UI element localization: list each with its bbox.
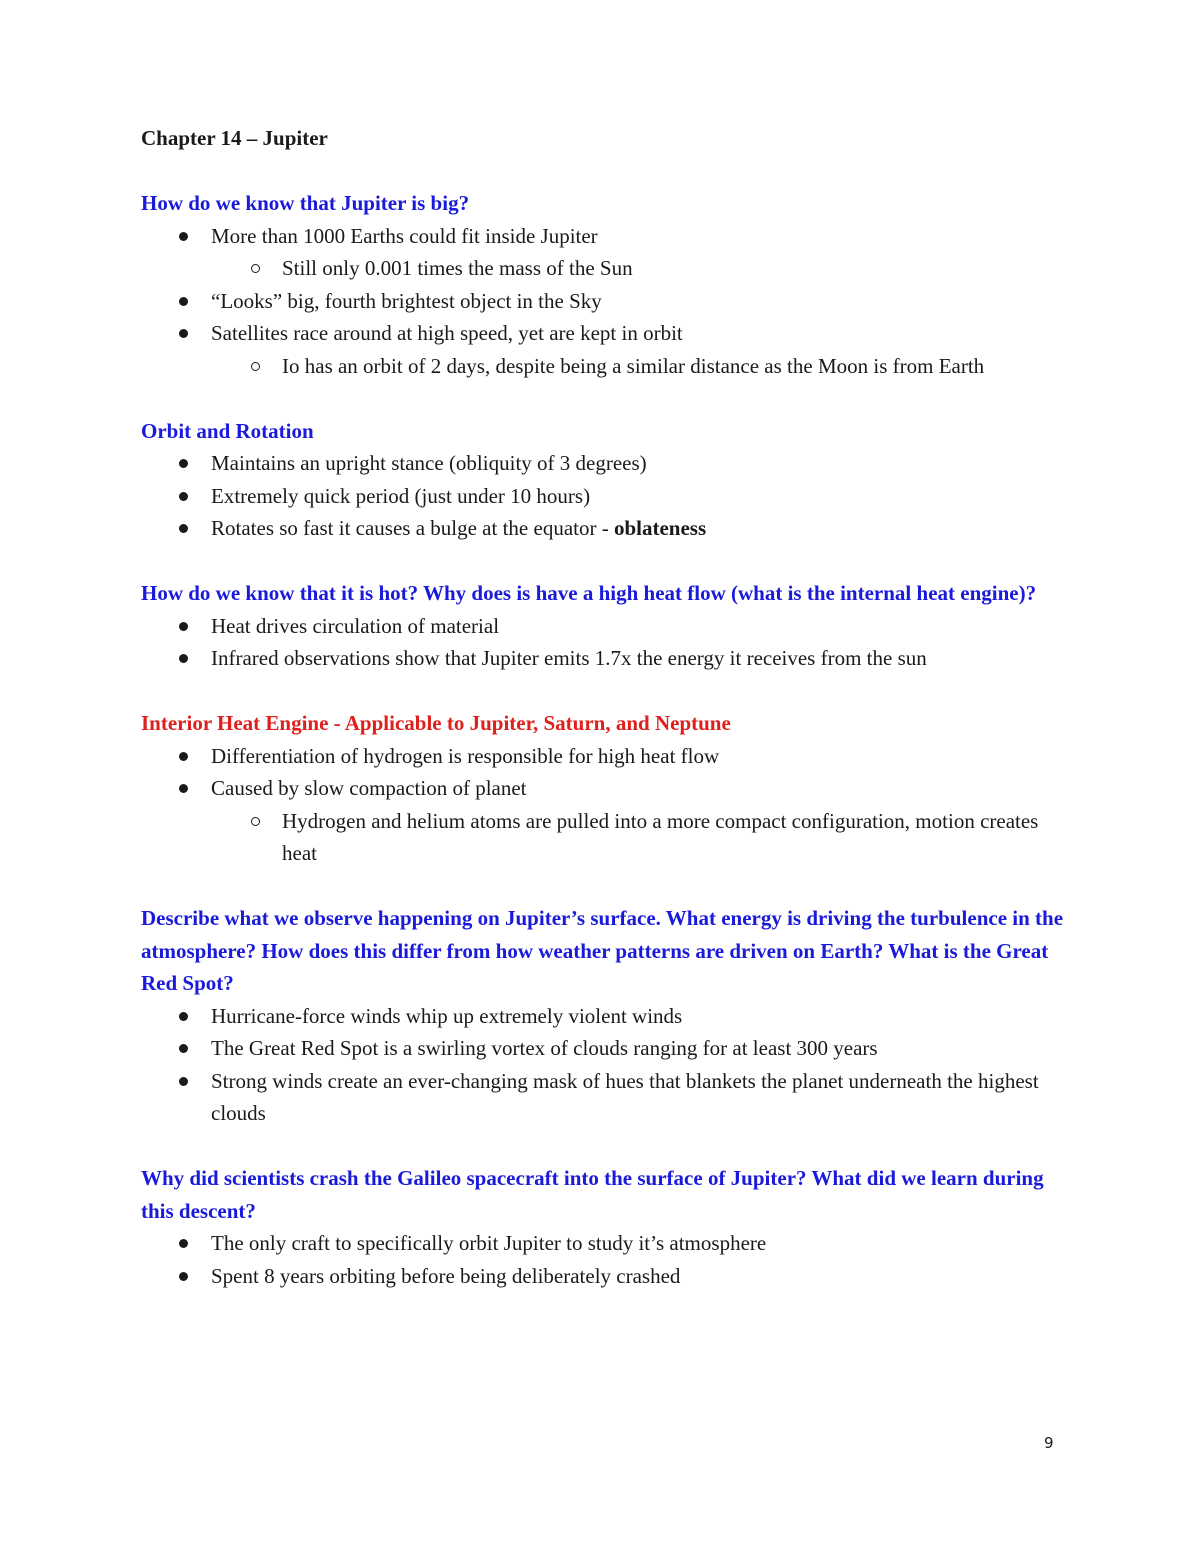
- list-item-text: Extremely quick period (just under 10 hours): [211, 483, 591, 508]
- sub-list-item: [141, 252, 1071, 285]
- list-item: [141, 480, 1071, 513]
- section-galileo: [141, 1162, 1071, 1292]
- section-interior-heat-engine: [141, 707, 1071, 870]
- section-orbit-rotation: [141, 415, 1071, 545]
- list-item-text: Hurricane-force winds whip up extremely violent winds: [211, 1003, 683, 1028]
- section-heading: Interior Heat Engine - Applicable to Jupiter, Saturn, and Neptune: [141, 711, 731, 735]
- section-jupiter-size: [141, 187, 1071, 382]
- list-item: [141, 285, 1071, 318]
- list-item-text: Satellites race around at high speed, yet are kept in orbit: [211, 321, 683, 345]
- list-item: [141, 642, 1071, 675]
- sub-list-item-text: Io has an orbit of 2 days, despite being a similar distance as the Moon is from Earth: [282, 353, 985, 378]
- section-heading: How do we know that it is hot? Why does is have a high heat flow (what is the internal heat engine)?: [141, 581, 1037, 605]
- list-item: [141, 772, 1071, 870]
- list-item: [141, 317, 1071, 382]
- sub-list-item-text: Hydrogen and helium atoms are pulled into a more compact configuration, motion creates heat: [282, 808, 1039, 865]
- list-item: [141, 1260, 1071, 1293]
- bold-term: oblateness: [613, 516, 707, 540]
- hollow-bullet-icon: [251, 817, 260, 826]
- bullet-icon: [179, 329, 188, 338]
- list-item: [141, 740, 1071, 773]
- bullet-icon: [179, 1272, 188, 1281]
- sub-list-item-text: Still only 0.001 times the mass of the Sun: [282, 256, 633, 280]
- list-item-text: Differentiation of hydrogen is responsible for high heat flow: [211, 743, 720, 768]
- bullet-icon: [179, 232, 188, 241]
- sub-list-item: [141, 805, 1071, 870]
- bullet-icon: [179, 297, 188, 306]
- section-heat: [141, 577, 1071, 675]
- hollow-bullet-icon: [251, 362, 260, 371]
- list-item: [141, 512, 1071, 545]
- list-item-text: Rotates so fast it causes a bulge at the equator -: [211, 516, 614, 540]
- section-heading: Orbit and Rotation: [141, 418, 314, 443]
- bullet-icon: [179, 459, 188, 468]
- section-heading: How do we know that Jupiter is big?: [141, 191, 470, 215]
- bullet-icon: [179, 654, 188, 663]
- section-heading: Describe what we observe happening on Jupiter’s surface. What energy is driving the turbulence in the atmosphere? How does this differ from how weather patterns are driven on Earth? What is the Great Red Spot?: [141, 906, 1064, 995]
- list-item: [141, 1065, 1071, 1130]
- bullet-icon: [179, 622, 188, 631]
- list-item: [141, 610, 1071, 643]
- bullet-icon: [179, 492, 188, 501]
- sub-list-item: [141, 350, 1071, 383]
- list-item: [141, 1032, 1071, 1065]
- list-item-text: Heat drives circulation of material: [211, 613, 500, 638]
- list-item-text: The only craft to specifically orbit Jupiter to study it’s atmosphere: [211, 1231, 767, 1255]
- list-item-text: Strong winds create an ever-changing mask of hues that blankets the planet underneath the highest clouds: [211, 1068, 1039, 1125]
- bullet-icon: [179, 784, 188, 793]
- list-item-text: Spent 8 years orbiting before being deliberately crashed: [211, 1263, 681, 1288]
- page-number: 9: [1044, 1434, 1054, 1452]
- list-item: [141, 1000, 1071, 1033]
- section-heading: Why did scientists crash the Galileo spacecraft into the surface of Jupiter? What did we learn during this descent?: [141, 1166, 1044, 1223]
- bullet-icon: [179, 752, 188, 761]
- list-item: [141, 447, 1071, 480]
- bullet-icon: [179, 1077, 188, 1086]
- list-item: [141, 1227, 1071, 1260]
- chapter-title: Chapter 14 – Jupiter: [141, 126, 328, 150]
- list-item-text: “Looks” big, fourth brightest object in the Sky: [211, 288, 602, 313]
- list-item-text: Maintains an upright stance (obliquity of 3 degrees): [211, 451, 647, 475]
- hollow-bullet-icon: [251, 264, 260, 273]
- bullet-icon: [179, 1044, 188, 1053]
- list-item: [141, 220, 1071, 285]
- list-item-text: More than 1000 Earths could fit inside Jupiter: [211, 223, 598, 248]
- bullet-icon: [179, 1239, 188, 1248]
- section-surface-weather: [141, 902, 1071, 1130]
- page-content: [141, 122, 1071, 1325]
- list-item-text: The Great Red Spot is a swirling vortex of clouds ranging for at least 300 years: [211, 1036, 878, 1060]
- bullet-icon: [179, 1012, 188, 1021]
- list-item-text: Infrared observations show that Jupiter emits 1.7x the energy it receives from the sun: [211, 646, 927, 670]
- list-item-text: Caused by slow compaction of planet: [211, 776, 527, 800]
- bullet-icon: [179, 524, 188, 533]
